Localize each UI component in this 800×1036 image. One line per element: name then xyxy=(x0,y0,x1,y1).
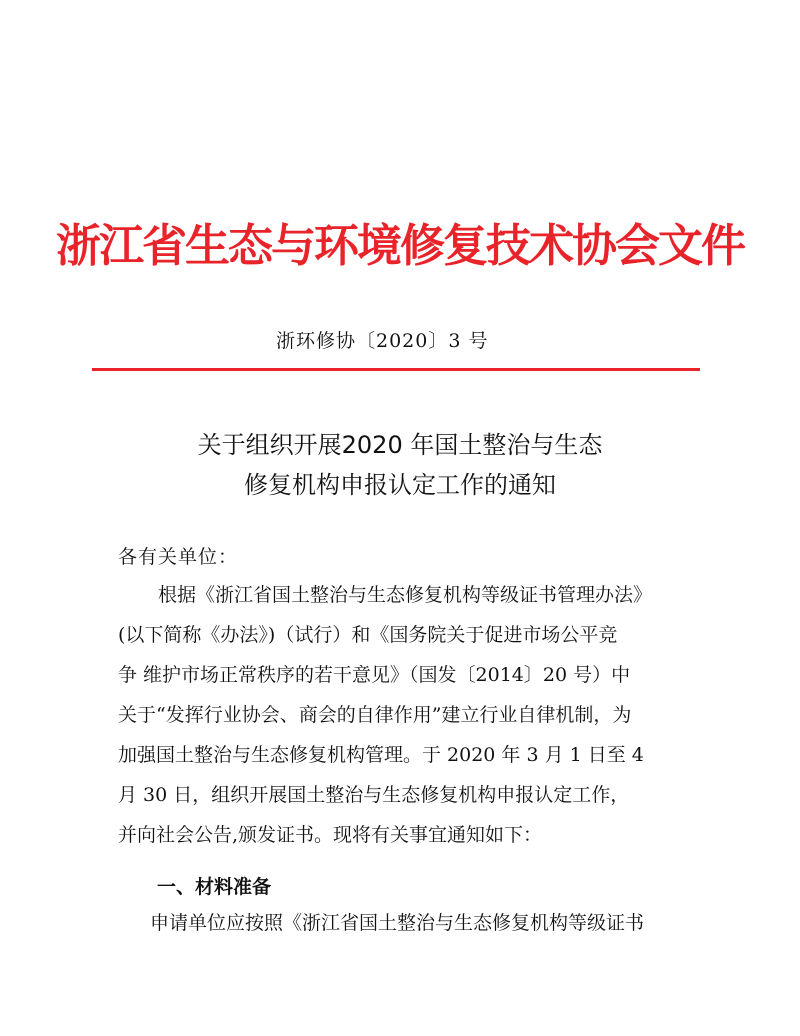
red-header-rule xyxy=(92,368,700,371)
issuer-title: 浙江省生态与环境修复技术协会文件 xyxy=(55,219,744,272)
body-line: 关于“发挥行业协会、商会的自律作用”建立行业自律机制，为 xyxy=(118,704,632,726)
section-body-line: 申请单位应按照《浙江省国土整治与生态修复机构等级证书 xyxy=(150,912,645,934)
notice-title-line-2: 修复机构申报认定工作的通知 xyxy=(244,471,556,499)
body-line: (以下简称《办法》)（试行）和《国务院关于促进市场公平竞 xyxy=(118,624,618,646)
section-heading: 一、材料准备 xyxy=(157,876,272,898)
body-line: 月 30 日，组织开展国土整治与生态修复机构申报认定工作， xyxy=(118,784,630,806)
body-line: 并向社会公告,颁发证书。现将有关事宜通知如下： xyxy=(118,824,543,846)
body-line: 根据《浙江省国土整治与生态修复机构等级证书管理办法》 xyxy=(158,584,653,606)
salutation: 各有关单位： xyxy=(118,546,239,568)
body-line: 加强国土整治与生态修复机构管理。于 2020 年 3 月 1 日至 4 xyxy=(118,744,644,766)
document-number: 浙环修协〔2020〕3 号 xyxy=(276,330,489,352)
notice-title-line-1: 关于组织开展2020 年国土整治与生态 xyxy=(197,431,603,459)
body-line: 争 维护市场正常秩序的若干意见》（国发〔2014〕20 号）中 xyxy=(118,664,631,686)
